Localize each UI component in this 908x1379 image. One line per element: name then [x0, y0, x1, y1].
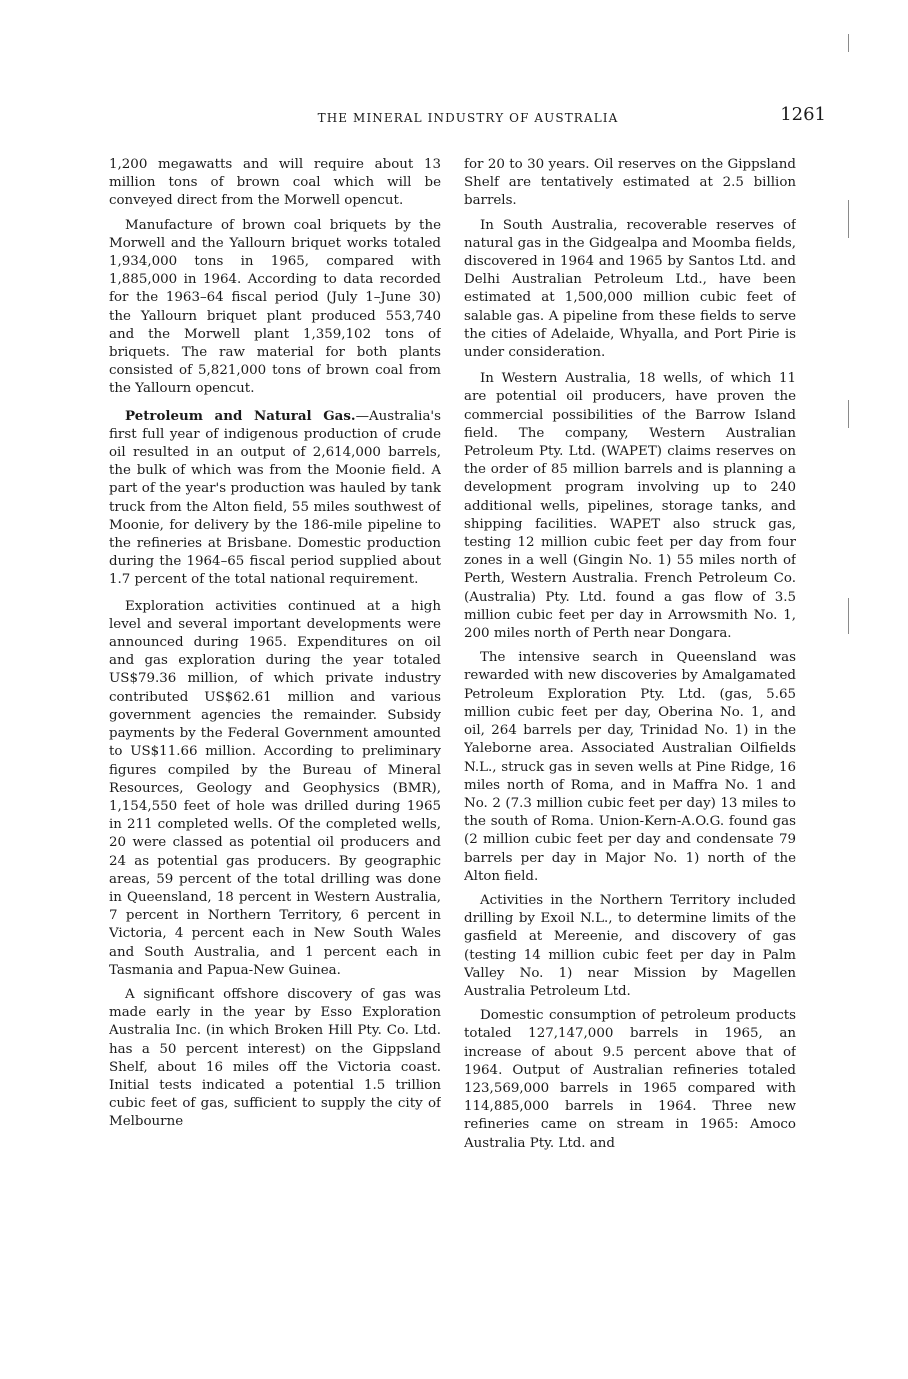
page-header: [110, 104, 826, 134]
paragraph-south-australia: In South Australia, recoverable reserves of natural gas in the Gidgealpa and Moomba fields, discovered in 1964 and 1965 by Santos Ltd. and Delhi Australian Petroleum Ltd., have been estimated at 1,500,000 million cubic feet of salable gas. A pipeline from these fields to serve the cities of Adelaide, Whyalla, and Port Pirie is under consideration.: [464, 217, 796, 361]
section-heading-petroleum: Petroleum and Natural Gas.: [125, 407, 356, 424]
margin-mark: [848, 400, 849, 428]
paragraph-offshore-discovery: A significant offshore discovery of gas was made early in the year by Esso Exploration Australia Inc. (in which Broken Hill Pty. Co. Ltd. has a 50 percent interest) on the Gippsland Shelf, about 16 miles off the Victoria coast. Initial tests indicated a potential 1.5 trillion cubic feet of gas, sufficient to supply the city of Melbourne: [109, 986, 441, 1130]
right-column: [464, 156, 796, 1296]
paragraph-queensland: The intensive search in Queensland was rewarded with new discoveries by Amalgamated Petroleum Exploration Pty. Ltd. (gas, 5.65 million cubic feet per day, Oberina No. 1, and oil, 264 barrels per day, Trinidad No. 1) in the Yaleborne area. Associated Australian Oilfields N.L., struck gas in seven wells at Pine Ridge, 16 miles north of Roma, and in Maffra No. 1 and No. 2 (7.3 million cubic feet per day) 13 miles to the south of Roma. Union-Kern-A.O.G. found gas (2 million cubic feet per day and condensate 79 barrels per day in Major No. 1) north of the Alton field.: [464, 650, 796, 884]
running-title: THE MINERAL INDUSTRY OF AUSTRALIA: [317, 111, 619, 125]
paragraph-gippsland-reserves: for 20 to 30 years. Oil reserves on the Gippsland Shelf are tentatively estimated at 2.5 billion barrels.: [464, 157, 796, 209]
paragraph-domestic-consumption: Domestic consumption of petroleum products totaled 127,147,000 barrels in 1965, an increase of about 9.5 percent above that of 1964. Output of Australian refineries totaled 123,569,000 barrels in 1965 compared with 114,885,000 barrels in 1964. Three new refineries came on stream in 1965: Amoco Australia Pty. Ltd. and: [464, 1008, 796, 1151]
paragraph-petroleum-body: —Australia's first full year of indigenous production of crude oil resulted in an output of 2,614,000 barrels, the bulk of which was from the Moonie field. A part of the year's production was hauled by tank truck from the Alton field, 55 miles southwest of Moonie, for delivery by the 186-mile pipeline to the refineries at Brisbane. Domestic production during the 1964–65 fiscal period supplied about 1.7 percent of the total national requirement.: [109, 408, 441, 588]
paragraph-exploration-activities: Exploration activities continued at a high level and several important developments were announced during 1965. Expenditures on oil and gas exploration during the year totaled US$79.36 million, of which private industry contributed US$62.61 million and various government agencies the remainder. Subsidy payments by the Federal Government amounted to US$11.66 million. According to preliminary figures compiled by the Bureau of Mineral Resources, Geology and Geophysics (BMR), 1,154,550 feet of hole was drilled during 1965 in 211 completed wells. Of the completed wells, 20 were classed as potential oil producers and 24 as potential gas producers. By geographic areas, 59 percent of the total drilling was done in Queensland, 18 percent in Western Australia, 7 percent in Northern Territory, 6 percent in Victoria, 4 percent each in New South Wales and South Australia, and 1 percent each in Tasmania and Papua-New Guinea.: [109, 598, 441, 978]
paragraph-coal-megawatts: 1,200 megawatts and will require about 13 million tons of brown coal which will be conveyed direct from the Morwell opencut.: [109, 157, 441, 209]
page-number: 1261: [780, 104, 826, 125]
left-column: [109, 156, 441, 1296]
paragraph-petroleum-natural-gas: [109, 407, 441, 590]
margin-mark: [848, 200, 849, 238]
margin-mark: [848, 34, 849, 52]
paragraph-brown-coal-briquets: Manufacture of brown coal briquets by the Morwell and the Yallourn briquet works totaled 1,934,000 tons in 1965, compared with 1,885,000 in 1964. According to data recorded for the 1963–64 fiscal period (July 1–June 30) the Yallourn briquet plant produced 553,740 and the Morwell plant 1,359,102 tons of briquets. The raw material for both plants consisted of 5,821,000 tons of brown coal from the Yallourn opencut.: [109, 217, 441, 397]
paragraph-western-australia: In Western Australia, 18 wells, of which 11 are potential oil producers, have proven the commercial possibilities of the Barrow Island field. The company, Western Australian Petroleum Pty. Ltd. (WAPET) claims reserves on the order of 85 million barrels and is planning a development program involving up to 240 additional wells, pipelines, storage tanks, and shipping facilities. WAPET also struck gas, testing 12 million cubic feet per day from four zones in a well (Gingin No. 1) 55 miles north of Perth, Western Australia. French Petroleum Co. (Australia) Pty. Ltd. found a gas flow of 3.5 million cubic feet per day in Arrowsmith No. 1, 200 miles north of Perth near Dongara.: [464, 371, 796, 642]
margin-mark: [848, 598, 849, 634]
paragraph-northern-territory: Activities in the Northern Territory included drilling by Exoil N.L., to determine limits of the gasfield at Mereenie, and discovery of gas (testing 14 million cubic feet per day in Palm Valley No. 1) near Mission by Magellen Australia Petroleum Ltd.: [464, 892, 796, 999]
